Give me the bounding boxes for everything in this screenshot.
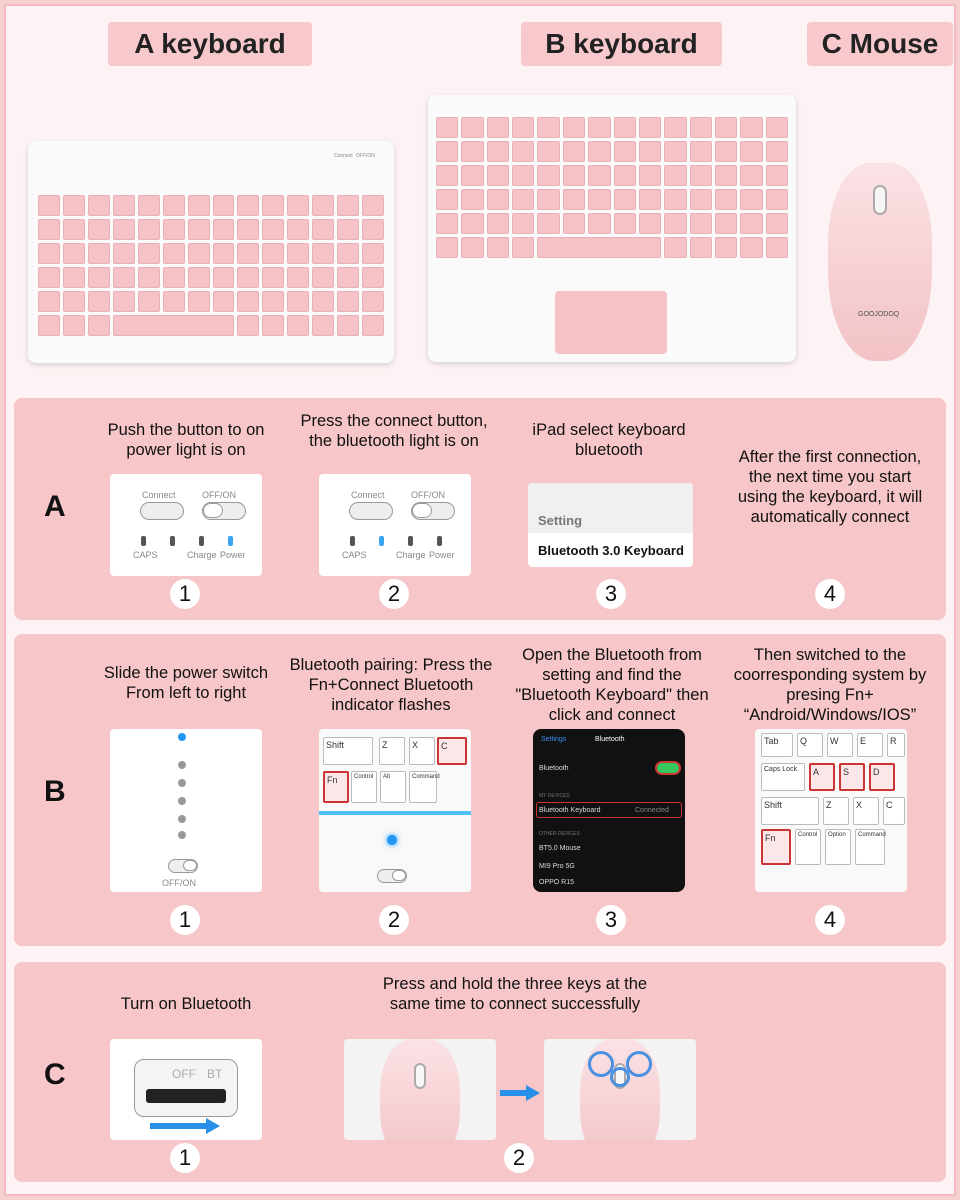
mouse-image (828, 163, 932, 361)
phone-device-name: Bluetooth Keyboard (539, 807, 601, 814)
keyboard-a-offon-label: OFF/ON (356, 153, 375, 159)
key-control: Control (795, 829, 821, 865)
phone-my-devices: MY DEVICES (539, 793, 570, 799)
key-x: X (409, 737, 435, 765)
section-a-step-2-number: 2 (379, 579, 409, 609)
power-switch (168, 859, 198, 873)
key-z: Z (823, 797, 849, 825)
section-c-letter: C (44, 1058, 66, 1091)
power-switch (411, 502, 455, 520)
header-b-keyboard: B keyboard (521, 22, 722, 66)
power-switch (377, 869, 407, 883)
arrow-between-head (526, 1085, 540, 1101)
key-a-android: A (809, 763, 835, 791)
mouse-wheel (873, 185, 887, 215)
key-r: R (887, 733, 905, 757)
power-label: Power (220, 550, 246, 560)
blue-arrow-head (206, 1118, 220, 1134)
key-control: Control (351, 771, 377, 803)
offon-label: OFF/ON (162, 878, 196, 888)
key-x: X (853, 797, 879, 825)
key-e: E (857, 733, 883, 757)
section-b-step-1-number: 1 (170, 905, 200, 935)
key-c: C (883, 797, 905, 825)
key-tab: Tab (761, 733, 793, 757)
section-b-step-3-image (533, 729, 685, 892)
section-b-step-2-number: 2 (379, 905, 409, 935)
section-b-letter: B (44, 775, 66, 808)
offon-label: OFF/ON (202, 490, 236, 500)
connect-button (140, 502, 184, 520)
bt-led (170, 536, 175, 546)
power-led (437, 536, 442, 546)
bt-led (379, 536, 384, 546)
phone-other-3: OPPO R15 (539, 879, 575, 886)
press-ring-center (610, 1067, 630, 1087)
section-b-step-1-image (110, 729, 262, 892)
section-b-step-3-text: Open the Bluetooth from setting and find the "Bluetooth Keyboard" then click and connect (515, 646, 709, 724)
connect-button (349, 502, 393, 520)
press-ring-right (626, 1051, 652, 1077)
phone-title: Bluetooth (595, 736, 625, 743)
section-a-letter: A (44, 490, 66, 523)
section-b-step-4-number: 4 (815, 905, 845, 935)
caps-led (141, 536, 146, 546)
caps-label: CAPS (342, 550, 367, 560)
keyboard-b-keys (436, 117, 788, 258)
section-b-step-4-image (755, 729, 907, 892)
charge-led (408, 536, 413, 546)
phone-other-1: BT5.0 Mouse (539, 845, 581, 852)
arrow-between (500, 1090, 528, 1096)
phone-device-status: Connected (635, 807, 669, 814)
key-option: Option (825, 829, 851, 865)
led-4 (178, 815, 186, 823)
section-b-step-1-text: Slide the power switch From left to right (103, 664, 269, 702)
charge-led (199, 536, 204, 546)
bt-label: BT (207, 1067, 223, 1081)
led-5 (178, 831, 186, 839)
section-a-step-3-number: 3 (596, 579, 626, 609)
key-s-windows: S (839, 763, 865, 791)
bt-keyboard-label: Bluetooth 3.0 Keyboard (538, 543, 684, 558)
section-a-step-2-text: Press the connect button, the bluetooth light is on (300, 412, 488, 450)
section-a-step-4-number: 4 (815, 579, 845, 609)
phone-other-2: MI9 Pro 5G (539, 863, 575, 870)
section-b-step-3-number: 3 (596, 905, 626, 935)
key-q: Q (797, 733, 823, 757)
section-c-step-1-image (110, 1039, 262, 1140)
keyboard-b-image (428, 95, 796, 362)
key-command: Command (409, 771, 437, 803)
section-c-step-2-text: Press and hold the three keys at the same time to connect successfully (382, 975, 648, 1013)
caps-label: CAPS (133, 550, 158, 560)
phone-bt-label: Bluetooth (539, 765, 569, 772)
touchpad (555, 291, 667, 354)
charge-label: Charge (187, 550, 217, 560)
header-a-keyboard: A keyboard (108, 22, 312, 66)
key-c-connect: C (437, 737, 467, 765)
section-c-step-1-number: 1 (170, 1143, 200, 1173)
keyboard-a-keys (38, 195, 384, 336)
section-b-step-2-image (319, 729, 471, 892)
divider-line (319, 811, 471, 815)
led-1 (178, 761, 186, 769)
section-c-step-2-image-before (344, 1039, 496, 1140)
switch-slot (146, 1089, 226, 1103)
keyboard-a-connect-label: Connect (334, 153, 353, 159)
connect-label: Connect (142, 490, 176, 500)
power-switch (202, 502, 246, 520)
phone-back: Settings (541, 736, 567, 743)
section-a-step-3-text: iPad select keyboard bluetooth (532, 421, 686, 459)
power-label: Power (429, 550, 455, 560)
section-a-step-2-image (319, 474, 471, 576)
key-z: Z (379, 737, 405, 765)
key-alt: Alt (380, 771, 406, 803)
key-fn: Fn (323, 771, 349, 803)
key-fn: Fn (761, 829, 791, 865)
phone-bt-toggle (655, 761, 681, 775)
connect-label: Connect (351, 490, 385, 500)
key-d-ios: D (869, 763, 895, 791)
offon-label: OFF/ON (411, 490, 445, 500)
led-2 (178, 779, 186, 787)
section-a-step-1-number: 1 (170, 579, 200, 609)
led-blue (178, 733, 186, 741)
caps-led (350, 536, 355, 546)
key-shift: Shift (323, 737, 373, 765)
section-a-step-4-text: After the first connection, the next time you start using the keyboard, it will automatically connect (737, 448, 923, 526)
section-a-step-3-image (528, 483, 693, 567)
key-command: Command (855, 829, 885, 865)
phone-other-devices: OTHER DEVICES (539, 831, 580, 837)
mouse-brand: GOOJODOQ (858, 311, 900, 318)
power-led (228, 536, 233, 546)
charge-label: Charge (396, 550, 426, 560)
key-caps: Caps Lock (761, 763, 805, 791)
section-a-step-1-text: Push the button to on power light is on (107, 421, 265, 459)
section-b-step-4-text: Then switched to the coorresponding system by presing Fn+ “Android/Windows/IOS” (733, 646, 927, 724)
blue-arrow (150, 1123, 208, 1129)
section-c-step-2-image-after (544, 1039, 696, 1140)
mouse-before (380, 1039, 460, 1140)
section-a-step-1-image (110, 474, 262, 576)
keyboard-a-image (28, 141, 394, 363)
setting-label: Setting (538, 513, 583, 528)
section-c-step-2-number: 2 (504, 1143, 534, 1173)
section-c-step-1-text: Turn on Bluetooth (120, 995, 252, 1013)
header-c-mouse: C Mouse (807, 22, 953, 66)
off-label: OFF (172, 1067, 196, 1081)
section-b-step-2-text: Bluetooth pairing: Press the Fn+Connect Bluetooth indicator flashes (289, 656, 493, 714)
key-shift: Shift (761, 797, 819, 825)
led-3 (178, 797, 186, 805)
bt-led-blue (387, 835, 397, 845)
key-w: W (827, 733, 853, 757)
